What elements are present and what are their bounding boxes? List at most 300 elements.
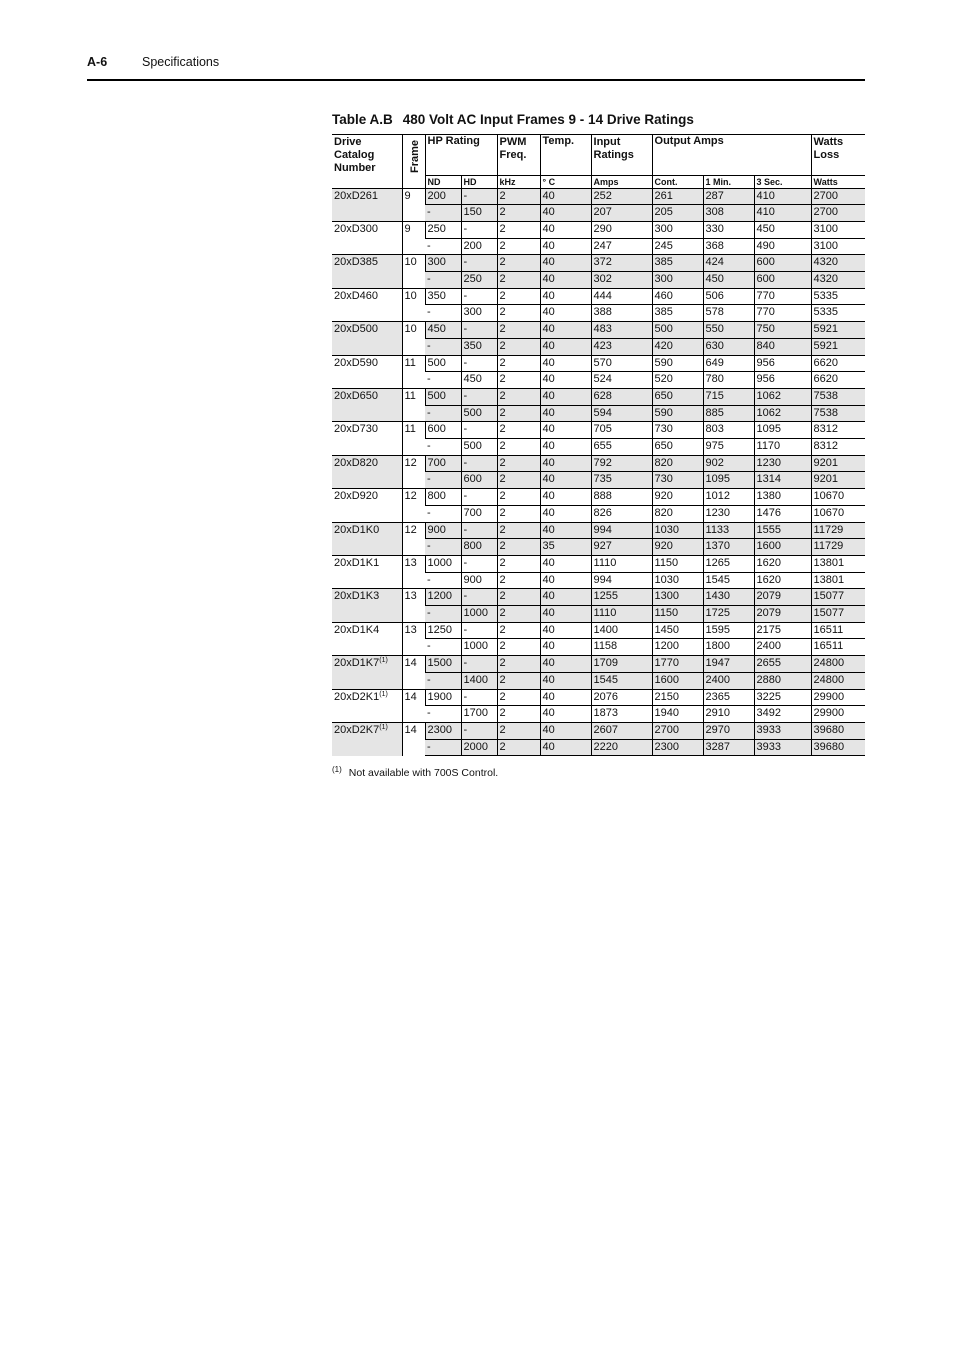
cell-cont: 730	[652, 472, 703, 489]
frame-cell: 12	[402, 489, 425, 522]
frame-cell: 13	[402, 589, 425, 622]
table-row	[332, 322, 865, 339]
cell-three-sec: 840	[754, 338, 811, 355]
cell-one-min: 1370	[703, 539, 754, 556]
cell-khz: 2	[497, 739, 540, 756]
cell-hd: -	[461, 422, 497, 439]
cell-three-sec: 2655	[754, 656, 811, 673]
cell-cont: 820	[652, 505, 703, 522]
cell-one-min: 3287	[703, 739, 754, 756]
cell-one-min: 368	[703, 238, 754, 255]
catalog-number: 20xD1K4	[334, 623, 380, 636]
cell-three-sec: 1620	[754, 572, 811, 589]
cell-amps: 927	[591, 539, 652, 556]
catalog-number-cell	[332, 723, 402, 756]
cell-amps: 372	[591, 255, 652, 272]
header-input-label: Input Ratings	[593, 136, 634, 161]
cell-temp: 40	[540, 639, 591, 656]
cell-nd: -	[425, 739, 461, 756]
catalog-number: 20xD820	[334, 456, 379, 469]
catalog-number-cell	[332, 489, 402, 522]
cell-watts: 5335	[811, 305, 865, 322]
cell-amps: 705	[591, 422, 652, 439]
cell-watts: 4320	[811, 255, 865, 272]
cell-watts: 16511	[811, 639, 865, 656]
cell-one-min: 1430	[703, 589, 754, 606]
subheader-frame-blank	[402, 175, 425, 188]
cell-cont: 1770	[652, 656, 703, 673]
cell-khz: 2	[497, 472, 540, 489]
header-catalog	[332, 135, 402, 176]
cell-one-min: 1947	[703, 656, 754, 673]
header-temp: Temp.	[540, 135, 591, 176]
cell-hd: -	[461, 723, 497, 740]
catalog-number-cell	[332, 622, 402, 655]
header-pwm-label: PWM Freq.	[499, 136, 527, 161]
cell-nd: 500	[425, 388, 461, 405]
cell-watts: 13801	[811, 555, 865, 572]
cell-hd: -	[461, 288, 497, 305]
catalog-number-cell	[332, 322, 402, 355]
cell-temp: 40	[540, 739, 591, 756]
cell-three-sec: 956	[754, 372, 811, 389]
cell-amps: 423	[591, 338, 652, 355]
cell-temp: 40	[540, 221, 591, 238]
cell-temp: 40	[540, 388, 591, 405]
cell-cont: 820	[652, 455, 703, 472]
cell-three-sec: 770	[754, 305, 811, 322]
cell-nd: 900	[425, 522, 461, 539]
cell-one-min: 649	[703, 355, 754, 372]
cell-nd: 350	[425, 288, 461, 305]
cell-nd: -	[425, 372, 461, 389]
catalog-number: 20xD1K7	[334, 657, 380, 670]
cell-nd: 1200	[425, 589, 461, 606]
cell-temp: 40	[540, 589, 591, 606]
cell-one-min: 1230	[703, 505, 754, 522]
cell-amps: 1545	[591, 672, 652, 689]
cell-one-min: 715	[703, 388, 754, 405]
cell-three-sec: 2880	[754, 672, 811, 689]
cell-cont: 1150	[652, 606, 703, 623]
cell-nd: 500	[425, 355, 461, 372]
cell-one-min: 2970	[703, 723, 754, 740]
cell-nd: 600	[425, 422, 461, 439]
cell-cont: 1300	[652, 589, 703, 606]
cell-nd: 700	[425, 455, 461, 472]
cell-temp: 40	[540, 572, 591, 589]
cell-three-sec: 2079	[754, 606, 811, 623]
cell-temp: 40	[540, 272, 591, 289]
cell-khz: 2	[497, 689, 540, 706]
frame-cell: 9	[402, 221, 425, 254]
cell-cont: 1150	[652, 555, 703, 572]
cell-temp: 40	[540, 355, 591, 372]
cell-temp: 40	[540, 656, 591, 673]
header-pwm	[497, 135, 540, 176]
cell-temp: 40	[540, 372, 591, 389]
cell-nd: -	[425, 338, 461, 355]
cell-one-min: 550	[703, 322, 754, 339]
cell-amps: 888	[591, 489, 652, 506]
cell-temp: 40	[540, 188, 591, 205]
cell-temp: 40	[540, 205, 591, 222]
cell-amps: 792	[591, 455, 652, 472]
catalog-number: 20xD920	[334, 490, 379, 503]
cell-watts: 29900	[811, 689, 865, 706]
cell-three-sec: 1314	[754, 472, 811, 489]
cell-cont: 520	[652, 372, 703, 389]
cell-hd: 900	[461, 572, 497, 589]
table-row	[332, 188, 865, 205]
table-caption: 480 Volt AC Input Frames 9 - 14 Drive Ratings	[402, 112, 694, 127]
cell-one-min: 1133	[703, 522, 754, 539]
table-row	[332, 489, 865, 506]
frame-cell: 11	[402, 388, 425, 421]
cell-hd: 150	[461, 205, 497, 222]
cell-nd: -	[425, 205, 461, 222]
cell-cont: 730	[652, 422, 703, 439]
cell-three-sec: 1062	[754, 405, 811, 422]
catalog-number: 20xD1K0	[334, 523, 380, 536]
cell-hd: -	[461, 522, 497, 539]
cell-amps: 2220	[591, 739, 652, 756]
cell-nd: -	[425, 305, 461, 322]
cell-cont: 650	[652, 388, 703, 405]
cell-watts: 8312	[811, 439, 865, 456]
catalog-number-cell	[332, 589, 402, 622]
cell-cont: 920	[652, 539, 703, 556]
cell-cont: 300	[652, 272, 703, 289]
cell-amps: 1255	[591, 589, 652, 606]
subheader-khz: kHz	[497, 175, 540, 188]
cell-hd: -	[461, 221, 497, 238]
cell-khz: 2	[497, 255, 540, 272]
cell-temp: 40	[540, 455, 591, 472]
cell-amps: 302	[591, 272, 652, 289]
table-row	[332, 355, 865, 372]
cell-one-min: 1265	[703, 555, 754, 572]
cell-three-sec: 2175	[754, 622, 811, 639]
catalog-number: 20xD385	[334, 256, 379, 269]
footnote-ref: (1)	[379, 690, 388, 698]
cell-khz: 2	[497, 372, 540, 389]
catalog-number: 20xD460	[334, 289, 379, 302]
cell-nd: 800	[425, 489, 461, 506]
cell-amps: 594	[591, 405, 652, 422]
header-input	[591, 135, 652, 176]
cell-khz: 2	[497, 522, 540, 539]
cell-temp: 35	[540, 539, 591, 556]
cell-nd: 1000	[425, 555, 461, 572]
frame-cell: 10	[402, 255, 425, 288]
frame-cell: 14	[402, 723, 425, 756]
section-title: Specifications	[142, 55, 220, 69]
cell-temp: 40	[540, 405, 591, 422]
frame-cell: 11	[402, 422, 425, 455]
cell-three-sec: 450	[754, 221, 811, 238]
cell-cont: 1030	[652, 572, 703, 589]
cell-khz: 2	[497, 388, 540, 405]
catalog-number: 20xD1K3	[334, 590, 380, 603]
subheader-degc: ° C	[540, 175, 591, 188]
frame-cell: 12	[402, 522, 425, 555]
cell-watts: 3100	[811, 221, 865, 238]
cell-hd: -	[461, 689, 497, 706]
cell-one-min: 975	[703, 439, 754, 456]
cell-khz: 2	[497, 656, 540, 673]
cell-cont: 2150	[652, 689, 703, 706]
cell-khz: 2	[497, 539, 540, 556]
cell-watts: 29900	[811, 706, 865, 723]
header-frame	[402, 135, 425, 176]
cell-watts: 4320	[811, 272, 865, 289]
cell-khz: 2	[497, 439, 540, 456]
cell-cont: 460	[652, 288, 703, 305]
cell-khz: 2	[497, 672, 540, 689]
cell-temp: 40	[540, 238, 591, 255]
cell-nd: 250	[425, 221, 461, 238]
cell-nd: -	[425, 572, 461, 589]
cell-khz: 2	[497, 305, 540, 322]
catalog-number-cell	[332, 689, 402, 722]
cell-watts: 16511	[811, 622, 865, 639]
cell-nd: 1250	[425, 622, 461, 639]
cell-cont: 2300	[652, 739, 703, 756]
catalog-number: 20xD650	[334, 389, 379, 402]
cell-watts: 7538	[811, 405, 865, 422]
cell-amps: 252	[591, 188, 652, 205]
cell-nd: -	[425, 405, 461, 422]
cell-temp: 40	[540, 472, 591, 489]
cell-amps: 735	[591, 472, 652, 489]
cell-hd: 600	[461, 472, 497, 489]
catalog-number-cell	[332, 455, 402, 488]
cell-amps: 207	[591, 205, 652, 222]
cell-three-sec: 3933	[754, 723, 811, 740]
table-row	[332, 221, 865, 238]
cell-watts: 3100	[811, 238, 865, 255]
catalog-number-cell	[332, 355, 402, 388]
table-row	[332, 656, 865, 673]
cell-watts: 24800	[811, 656, 865, 673]
cell-one-min: 1095	[703, 472, 754, 489]
cell-one-min: 330	[703, 221, 754, 238]
cell-watts: 15077	[811, 606, 865, 623]
cell-watts: 39680	[811, 739, 865, 756]
cell-watts: 15077	[811, 589, 865, 606]
cell-hd: -	[461, 622, 497, 639]
cell-cont: 385	[652, 255, 703, 272]
catalog-number: 20xD590	[334, 356, 379, 369]
cell-watts: 6620	[811, 372, 865, 389]
cell-watts: 8312	[811, 422, 865, 439]
cell-nd: -	[425, 439, 461, 456]
cell-cont: 245	[652, 238, 703, 255]
cell-nd: 1500	[425, 656, 461, 673]
cell-khz: 2	[497, 221, 540, 238]
drive-ratings-table	[332, 134, 865, 756]
cell-cont: 590	[652, 405, 703, 422]
catalog-number-cell	[332, 422, 402, 455]
header-watts-label: Watts Loss	[813, 136, 844, 161]
cell-one-min: 1595	[703, 622, 754, 639]
catalog-number: 20xD300	[334, 222, 379, 235]
table-title	[332, 112, 694, 127]
table-row	[332, 255, 865, 272]
cell-temp: 40	[540, 689, 591, 706]
cell-khz: 2	[497, 723, 540, 740]
cell-hd: 450	[461, 372, 497, 389]
cell-nd: -	[425, 539, 461, 556]
cell-hd: 500	[461, 405, 497, 422]
cell-cont: 1940	[652, 706, 703, 723]
cell-one-min: 1800	[703, 639, 754, 656]
cell-khz: 2	[497, 405, 540, 422]
cell-one-min: 803	[703, 422, 754, 439]
subheader-hd: HD	[461, 175, 497, 188]
cell-hd: 700	[461, 505, 497, 522]
cell-watts: 10670	[811, 505, 865, 522]
cell-watts: 5921	[811, 322, 865, 339]
cell-temp: 40	[540, 622, 591, 639]
cell-temp: 40	[540, 522, 591, 539]
cell-cont: 1200	[652, 639, 703, 656]
catalog-number-cell	[332, 555, 402, 588]
catalog-number: 20xD2K1	[334, 690, 380, 703]
cell-amps: 1158	[591, 639, 652, 656]
cell-amps: 994	[591, 522, 652, 539]
cell-khz: 2	[497, 188, 540, 205]
cell-cont: 300	[652, 221, 703, 238]
cell-khz: 2	[497, 455, 540, 472]
cell-cont: 500	[652, 322, 703, 339]
cell-nd: -	[425, 706, 461, 723]
cell-hd: -	[461, 489, 497, 506]
cell-khz: 2	[497, 338, 540, 355]
subheader-watts: Watts	[811, 175, 865, 188]
cell-three-sec: 600	[754, 255, 811, 272]
cell-hd: 1700	[461, 706, 497, 723]
catalog-number-cell	[332, 188, 402, 221]
cell-nd: -	[425, 639, 461, 656]
cell-one-min: 2365	[703, 689, 754, 706]
cell-temp: 40	[540, 338, 591, 355]
cell-amps: 826	[591, 505, 652, 522]
cell-three-sec: 1555	[754, 522, 811, 539]
subheader-1min: 1 Min.	[703, 175, 754, 188]
cell-khz: 2	[497, 288, 540, 305]
cell-watts: 11729	[811, 522, 865, 539]
cell-one-min: 578	[703, 305, 754, 322]
cell-cont: 205	[652, 205, 703, 222]
cell-amps: 388	[591, 305, 652, 322]
cell-amps: 483	[591, 322, 652, 339]
table-body	[332, 188, 865, 756]
cell-three-sec: 1380	[754, 489, 811, 506]
cell-khz: 2	[497, 422, 540, 439]
cell-khz: 2	[497, 238, 540, 255]
cell-amps: 994	[591, 572, 652, 589]
cell-nd: 1900	[425, 689, 461, 706]
cell-watts: 7538	[811, 388, 865, 405]
cell-temp: 40	[540, 706, 591, 723]
cell-temp: 40	[540, 439, 591, 456]
cell-temp: 40	[540, 489, 591, 506]
cell-cont: 1600	[652, 672, 703, 689]
table-row	[332, 422, 865, 439]
cell-hd: -	[461, 322, 497, 339]
cell-nd: -	[425, 472, 461, 489]
cell-nd: 200	[425, 188, 461, 205]
subheader-cont: Cont.	[652, 175, 703, 188]
cell-three-sec: 2400	[754, 639, 811, 656]
cell-amps: 524	[591, 372, 652, 389]
cell-watts: 24800	[811, 672, 865, 689]
cell-khz: 2	[497, 205, 540, 222]
cell-cont: 420	[652, 338, 703, 355]
cell-one-min: 885	[703, 405, 754, 422]
cell-one-min: 1725	[703, 606, 754, 623]
cell-amps: 655	[591, 439, 652, 456]
frame-cell: 13	[402, 555, 425, 588]
header-frame-label: Frame	[408, 139, 421, 173]
cell-amps: 444	[591, 288, 652, 305]
table-row	[332, 555, 865, 572]
cell-hd: 1400	[461, 672, 497, 689]
cell-nd: 2300	[425, 723, 461, 740]
cell-temp: 40	[540, 255, 591, 272]
cell-three-sec: 1095	[754, 422, 811, 439]
cell-hd: -	[461, 388, 497, 405]
catalog-number-cell	[332, 522, 402, 555]
table-row	[332, 689, 865, 706]
cell-hd: 300	[461, 305, 497, 322]
cell-cont: 385	[652, 305, 703, 322]
table-row	[332, 622, 865, 639]
cell-watts: 39680	[811, 723, 865, 740]
cell-nd: -	[425, 672, 461, 689]
cell-watts: 10670	[811, 489, 865, 506]
cell-khz: 2	[497, 572, 540, 589]
cell-three-sec: 3225	[754, 689, 811, 706]
cell-watts: 5335	[811, 288, 865, 305]
table-row	[332, 455, 865, 472]
frame-cell: 12	[402, 455, 425, 488]
cell-khz: 2	[497, 505, 540, 522]
cell-amps: 570	[591, 355, 652, 372]
cell-cont: 650	[652, 439, 703, 456]
cell-three-sec: 1062	[754, 388, 811, 405]
footnote-mark: (1)	[332, 765, 342, 774]
cell-nd: 300	[425, 255, 461, 272]
footnote-ref: (1)	[379, 724, 388, 731]
cell-three-sec: 750	[754, 322, 811, 339]
cell-watts: 13801	[811, 572, 865, 589]
cell-watts: 2700	[811, 205, 865, 222]
cell-watts: 9201	[811, 455, 865, 472]
cell-one-min: 287	[703, 188, 754, 205]
catalog-number-cell	[332, 388, 402, 421]
cell-three-sec: 3933	[754, 739, 811, 756]
catalog-number-cell	[332, 221, 402, 254]
cell-temp: 40	[540, 606, 591, 623]
catalog-number: 20xD261	[334, 189, 379, 202]
subheader-nd: ND	[425, 175, 461, 188]
cell-three-sec: 1230	[754, 455, 811, 472]
cell-temp: 40	[540, 422, 591, 439]
cell-cont: 920	[652, 489, 703, 506]
